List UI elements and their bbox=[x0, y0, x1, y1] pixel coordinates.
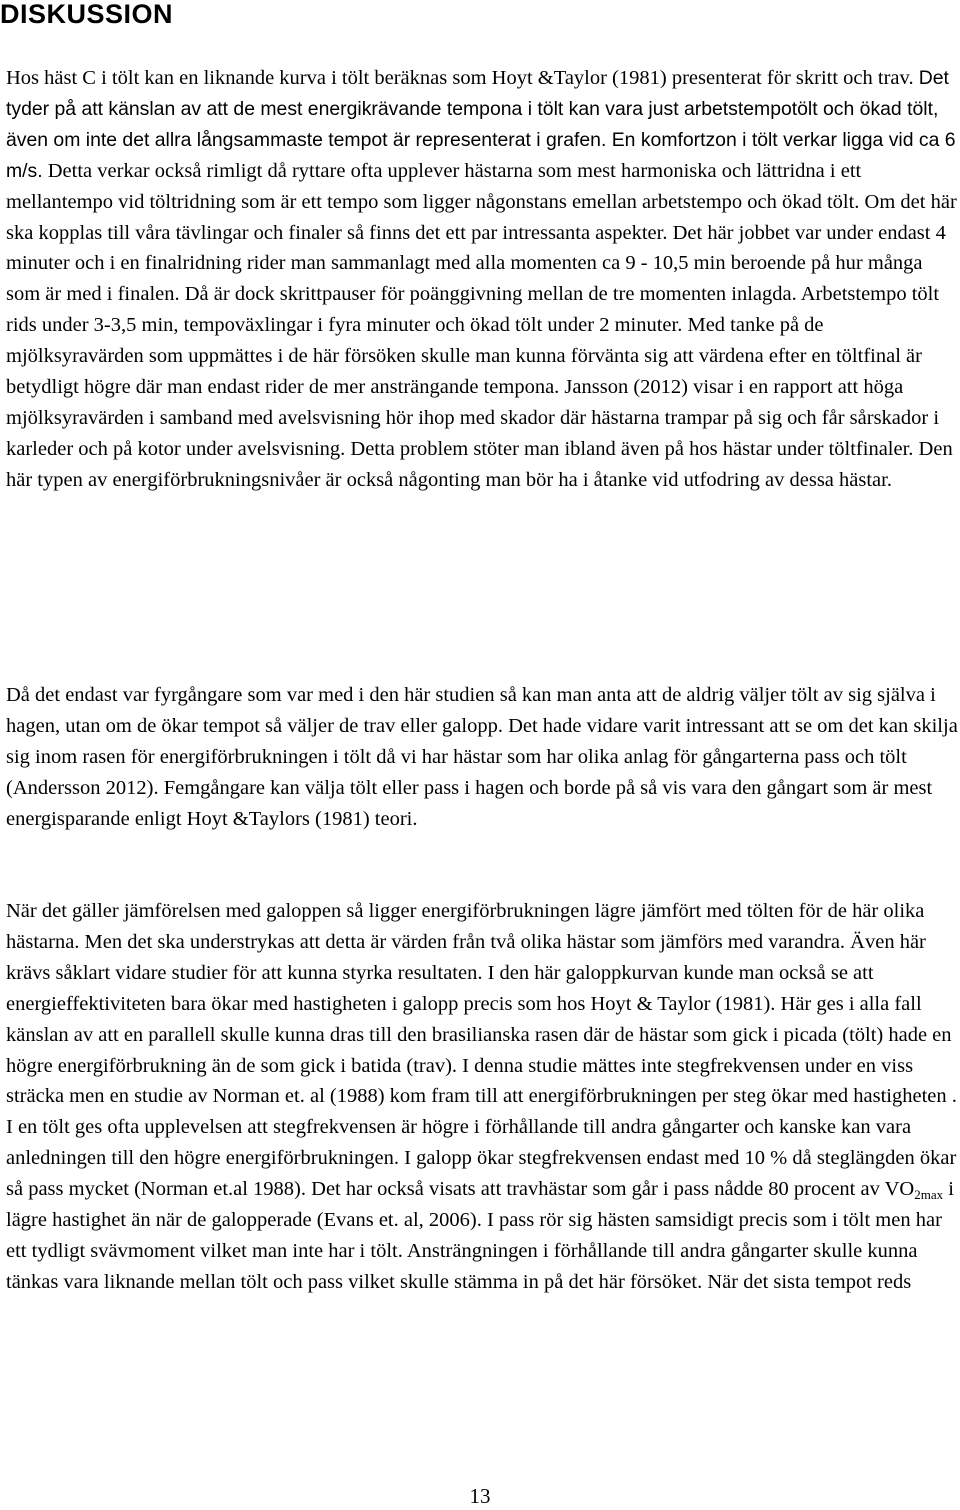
paragraph-1-sans-segment: Det tyder på att känslan av att de mest energikrävande tempona i tölt kan vara just arbetstempotölt och ökad tölt, även om inte det allra långsammaste tempot är representerat i grafen. En komfortzon i tölt verkar ligga vid ca 6 m/s. bbox=[6, 67, 956, 182]
paragraph-3-text: När det gäller jämförelsen med galoppen så ligger energiförbrukningen lägre jämfört med tölten för de här olika hästarna. Men det ska understrykas att detta är värden från två olika hästar som jämförs med varandra. Även här krävs såklart vidare studier för att kunna styrka resultaten. I den här galoppkurvan kunde man också se att energieffektiviteten bara ökar med hastigheten i galopp precis som hos Hoyt & Taylor (1981). Här ges i alla fall känslan av att en parallell skulle kunna dras till den brasilianska rasen där de hästar som gick i picada (tölt) hade en högre energiförbrukning än de som gick i batida (trav). I denna studie mättes inte stegfrekvensen under en viss sträcka men en studie av Norman et. al (1988) kom fram till att energiförbrukningen per steg ökar med hastigheten . I en tölt ges ofta upplevelsen att stegfrekvensen är högre i förhållande till andra gångarter och kanske kan vara anledningen till den högre energiförbrukningen. I galopp ökar stegfrekvensen endast med 10 % då steglängden ökar så pass mycket (Norman et.al 1988). Det har också visats att travhästar som går i pass nådde 80 procent av VO bbox=[6, 900, 957, 1201]
paragraph-3 bbox=[6, 896, 958, 1298]
paragraph-3-continuation: i lägre hastighet än när de galopperade (Evans et. al, 2006). I pass rör sig hästen samsidigt precis som i tölt men har ett tydligt svävmoment vilket man inte har i tölt. Ansträngningen i förhållande till andra gångarter skulle kunna tänkas vara liknande mellan tölt och pass vilket skulle stämma in på det här försöket. När det sista tempot reds bbox=[6, 1178, 954, 1293]
paragraph-1-continuation: Detta verkar också rimligt då ryttare ofta upplever hästarna som mest harmoniska och lättridna i ett mellantempo vid töltridning som är ett tempo som ligger någonstans emellan arbetstempo och ökad tölt. Om det här ska kopplas till våra tävlingar och finaler så finns det ett par intressanta aspekter. Det här jobbet var under endast 4 minuter och i en finalridning rider man sammanlagt med alla momenten ca 9 - 10,5 min beroende på hur många som är med i finalen. Då är dock skrittpauser för poänggivning mellan de tre momenten inlagda. Arbetstempo tölt rids under 3-3,5 min, tempoväxlingar i fyra minuter och ökad tölt under 2 minuter. Med tanke på de mjölksyravärden som uppmättes i de här försöken skulle man kunna förvänta sig att värdena efter en töltfinal är betydligt högre där man endast rider de mer ansträngande tempona. Jansson (2012) visar i en rapport att höga mjölksyravärden i samband med avelsvisning hör ihop med skador där hästarna trampar på sig och får sårskador i karleder och på kotor under avelsvisning. Detta problem stöter man ibland även på hos hästar under töltfinaler. Den här typen av energiförbrukningsnivåer är också någonting man bör ha i åtanke vid utfodring av dessa hästar. bbox=[6, 159, 957, 491]
paragraph-1-sentence-1: Hos häst C i tölt kan en liknande kurva i tölt beräknas som Hoyt &Taylor (1981) presenterat för skritt och trav. bbox=[6, 67, 914, 89]
vo2max-subscript: 2max bbox=[914, 1187, 944, 1203]
paragraph-2: Då det endast var fyrgångare som var med i den här studien så kan man anta att de aldrig väljer tölt av sig själva i hagen, utan om de ökar tempot så väljer de trav eller galopp. Det hade vidare varit intressant att se om det kan skilja sig inom rasen för energiförbrukningen i tölt då vi har hästar som har olika anlag för gångarterna pass och tölt (Andersson 2012). Femgångare kan välja tölt eller pass i hagen och borde på så vis vara den gångart som är mest energisparande enligt Hoyt &Taylors (1981) teori. bbox=[6, 684, 958, 830]
section-heading: DISKUSSION bbox=[0, 0, 174, 29]
paragraph-1 bbox=[6, 63, 958, 496]
page-number: 13 bbox=[469, 1484, 491, 1508]
